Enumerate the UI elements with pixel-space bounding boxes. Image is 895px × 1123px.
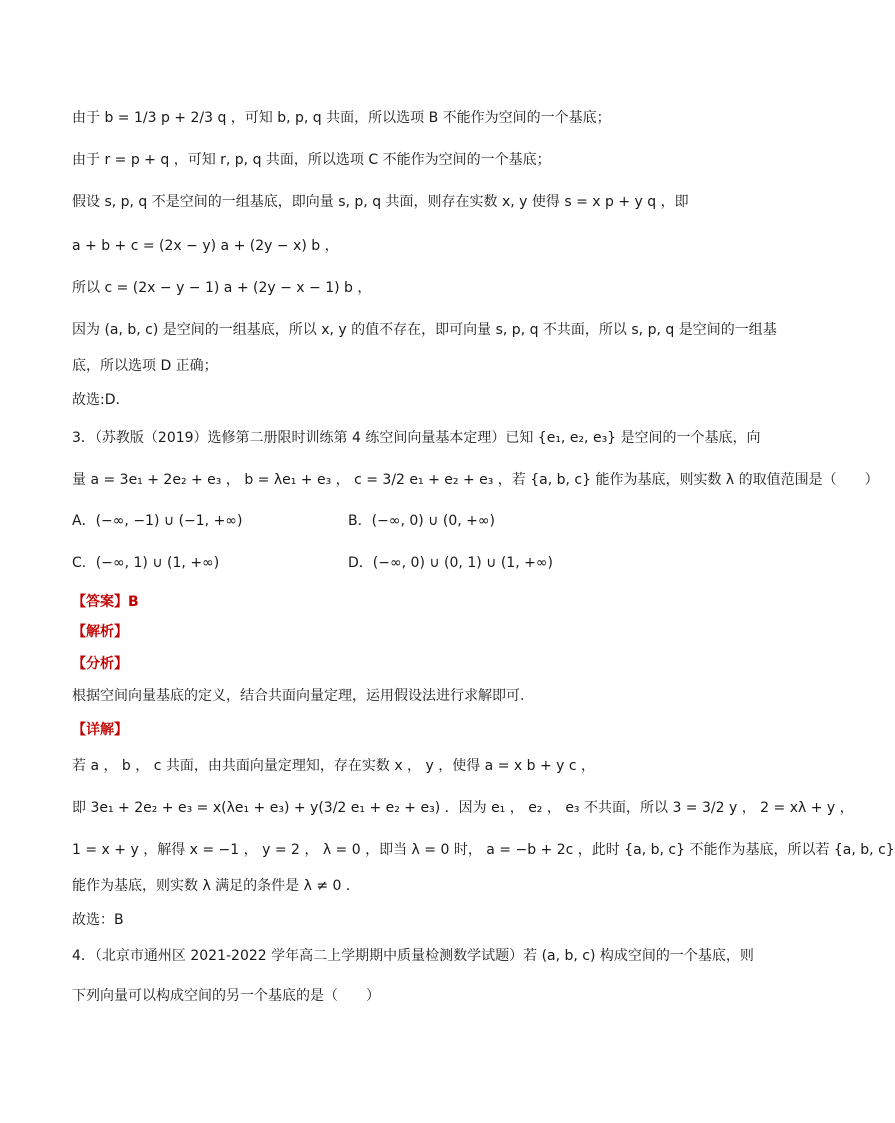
option-d: D．(−∞, 0) ∪ (0, 1) ∪ (1, +∞) — [348, 555, 553, 571]
question-line: 4．（北京市通州区 2021-2022 学年高二上学期期中质量检测数学试题）若 (a, b, c) 构成空间的一个基底，则 — [72, 948, 754, 964]
text-line: 由于 r = p + q ，可知 r, p, q 共面，所以选项 C 不能作为空间的一个基底； — [72, 152, 551, 168]
analysis-heading: 【解析】 — [72, 624, 128, 640]
question-line: 量 a = 3e₁ + 2e₂ + e₃ ， b = λe₁ + e₃ ， c = 3/2 e₁ + e₂ + e₃ ，若 {a, b, c} 能作为基底，则实数 λ 的取值范围是（ ） — [72, 472, 879, 488]
question-line: 3．（苏教版（2019）选修第二册限时训练第 4 练空间向量基本定理）已知 {e₁, e₂, e₃} 是空间的一个基底，向 — [72, 430, 761, 446]
detail-line: 故选：B — [72, 912, 124, 928]
option-a: A．(−∞, −1) ∪ (−1, +∞) — [72, 513, 243, 529]
detail-line: 1 = x + y ，解得 x = −1 ， y = 2 ， λ = 0 ，即当 λ = 0 时， a = −b + 2c ，此时 {a, b, c} 不能作为基底，所以若 {a, b, c} — [72, 842, 895, 858]
question-line: 下列向量可以构成空间的另一个基底的是（ ） — [72, 988, 380, 1004]
option-c: C．(−∞, 1) ∪ (1, +∞) — [72, 555, 220, 571]
answer-label: 【答案】B — [72, 594, 139, 610]
detail-line: 若 a ， b ， c 共面，由共面向量定理知，存在实数 x ， y ，使得 a = x b + y c ， — [72, 758, 596, 774]
detail-heading: 【详解】 — [72, 722, 128, 738]
text-line: 假设 s, p, q 不是空间的一组基底，即向量 s, p, q 共面，则存在实数 x, y 使得 s = x p + y q ，即 — [72, 194, 689, 210]
fenxi-heading: 【分析】 — [72, 656, 128, 672]
detail-line: 能作为基底，则实数 λ 满足的条件是 λ ≠ 0 ． — [72, 878, 360, 894]
text-line: 因为 (a, b, c) 是空间的一组基底，所以 x, y 的值不存在，即可向量 s, p, q 不共面，所以 s, p, q 是空间的一组基 — [72, 322, 777, 338]
text-line: 底，所以选项 D 正确； — [72, 358, 218, 374]
math-line: a + b + c = (2x − y) a + (2y − x) b ， — [72, 238, 339, 254]
fenxi-text: 根据空间向量基底的定义，结合共面向量定理，运用假设法进行求解即可. — [72, 688, 525, 704]
math-line: 所以 c = (2x − y − 1) a + (2y − x − 1) b ， — [72, 280, 372, 296]
detail-line: 即 3e₁ + 2e₂ + e₃ = x(λe₁ + e₃) + y(3/2 e₁ + e₂ + e₃) ．因为 e₁ ， e₂ ， e₃ 不共面，所以 3 = 3/2 y ， 2 = xλ + y ， — [72, 800, 854, 816]
text-line: 故选:D. — [72, 392, 120, 408]
option-b: B．(−∞, 0) ∪ (0, +∞) — [348, 513, 495, 529]
text-line: 由于 b = 1/3 p + 2/3 q ，可知 b, p, q 共面，所以选项 B 不能作为空间的一个基底； — [72, 110, 611, 126]
